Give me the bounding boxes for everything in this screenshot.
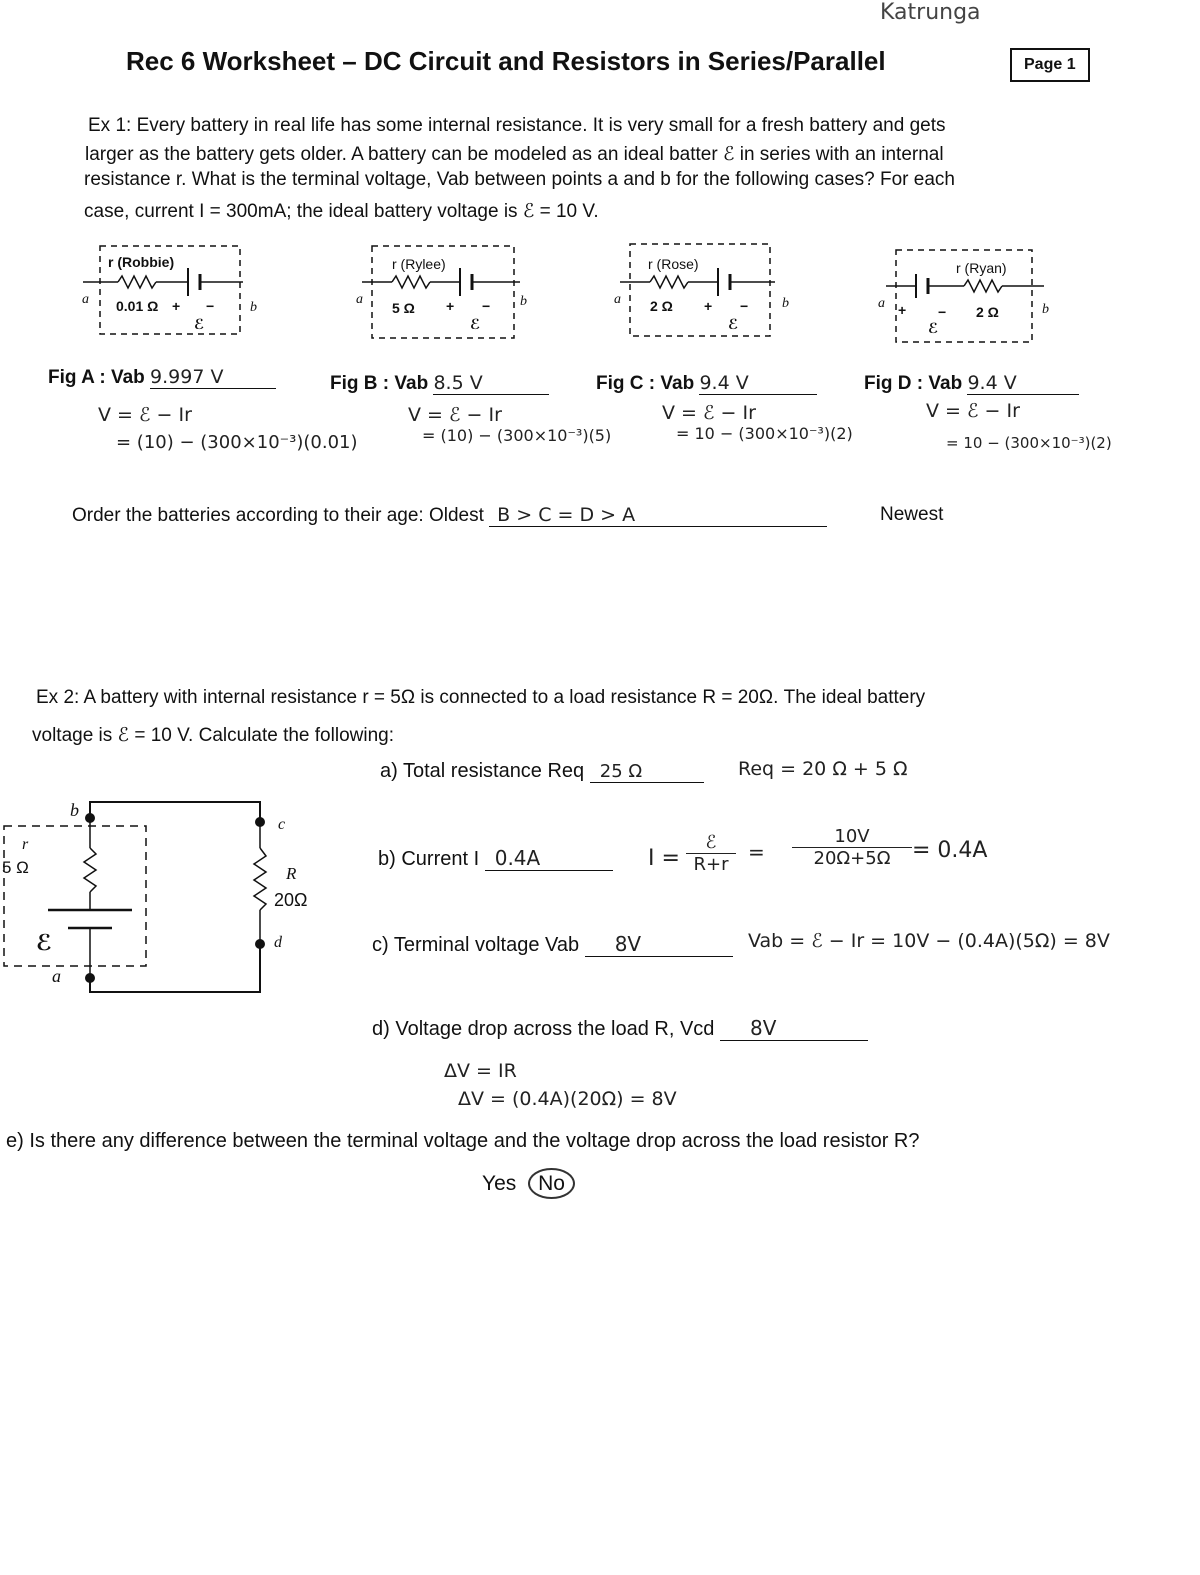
- q-b-frac1-num: ℰ: [705, 832, 717, 853]
- circuit-c: [610, 240, 790, 340]
- ex2-R-label: R: [286, 864, 297, 883]
- ex2-r-value: 5 Ω: [2, 858, 29, 877]
- circuit-d-point-a: a: [878, 296, 885, 311]
- q-a-answer[interactable]: 25 Ω: [590, 761, 704, 783]
- circuit-b-r: 5 Ω: [392, 300, 415, 316]
- circuit-c-point-b: b: [782, 296, 789, 311]
- order-answer[interactable]: B > C = D > A: [489, 504, 827, 527]
- q-c-label: c) Terminal voltage Vab: [372, 934, 580, 956]
- q-d-work-1: ΔV = IR: [444, 1060, 517, 1082]
- circuit-d-minus: −: [938, 304, 947, 320]
- circuit-b-name: r (Rylee): [392, 256, 446, 272]
- q-c-work: Vab = ℰ − Ir = 10V − (0.4A)(5Ω) = 8V: [748, 930, 1110, 952]
- ex2-emf: ℰ: [36, 930, 53, 955]
- q-b-result: = 0.4A: [912, 838, 988, 863]
- q-b: [378, 846, 613, 871]
- circuit-c-name: r (Rose): [648, 256, 699, 272]
- q-b-frac2: [792, 826, 912, 869]
- circuit-c-point-a: a: [614, 292, 621, 307]
- fig-c-work-2: = 10 − (300×10⁻³)(2): [676, 424, 853, 443]
- q-e-options: [482, 1172, 575, 1196]
- circuit-a-plus: +: [172, 298, 181, 314]
- fig-c: [596, 372, 817, 395]
- page-title: Rec 6 Worksheet – DC Circuit and Resistors in Series/Parallel: [126, 46, 886, 76]
- circuit-d-name: r (Ryan): [956, 260, 1007, 276]
- fig-a-work-2: = (10) − (300×10⁻³)(0.01): [116, 432, 358, 453]
- ex2-point-d: d: [274, 934, 282, 951]
- q-a-label: a) Total resistance Req: [380, 760, 585, 782]
- q-b-frac1: [686, 832, 736, 875]
- page-label: Page 1: [1010, 48, 1090, 82]
- circuit-c-minus: −: [740, 298, 749, 314]
- fig-b-label: Fig B : Vab: [330, 373, 429, 394]
- fig-b-answer[interactable]: 8.5 V: [433, 372, 549, 395]
- circuit-a: [78, 244, 257, 344]
- q-d-answer[interactable]: 8V: [720, 1016, 868, 1041]
- circuit-c-emf: ℰ: [728, 316, 739, 332]
- circuit-a-emf: ℰ: [194, 316, 205, 332]
- q-e-yes[interactable]: Yes: [482, 1172, 517, 1195]
- fig-d: [864, 372, 1079, 395]
- circuit-d: [874, 246, 1064, 346]
- circuit-a-r: 0.01 Ω: [116, 298, 159, 314]
- ex1-line-1: Ex 1: Every battery in real life has some internal resistance. It is very small for a fresh battery and gets: [88, 115, 946, 136]
- order-row: [72, 504, 827, 527]
- signature: Katrunga: [880, 0, 981, 25]
- fig-b-work-1: V = ℰ − Ir: [408, 404, 502, 426]
- q-a: [380, 760, 704, 783]
- q-b-label: b) Current I: [378, 848, 480, 870]
- ex2-r-label: r: [22, 836, 29, 853]
- circuit-c-diagram: [610, 240, 790, 340]
- ex1-line-3: resistance r. What is the terminal voltage, Vab between points a and b for the following cases? For each: [84, 169, 955, 190]
- fig-c-work-1: V = ℰ − Ir: [662, 402, 756, 424]
- q-b-eq: =: [748, 840, 765, 864]
- ex2-R-value: 20Ω: [274, 890, 308, 910]
- circuit-d-plus: +: [898, 302, 907, 318]
- q-e-label: e) Is there any difference between the terminal voltage and the voltage drop across the load resistor R?: [6, 1130, 920, 1152]
- ex2-circuit: [0, 798, 320, 998]
- circuit-b-minus: −: [482, 298, 491, 314]
- fig-d-label: Fig D : Vab: [864, 373, 963, 394]
- circuit-a-point-b: b: [250, 300, 257, 315]
- circuit-c-plus: +: [704, 298, 713, 314]
- ex2-point-c: c: [278, 816, 286, 833]
- circuit-b-emf: ℰ: [470, 316, 481, 332]
- circuit-b: [352, 244, 532, 344]
- ex2-line-1: Ex 2: A battery with internal resistance r = 5Ω is connected to a load resistance R = 20Ω. The ideal battery: [36, 687, 926, 708]
- fig-a-label: Fig A : Vab: [48, 367, 145, 388]
- fig-d-work-2: = 10 − (300×10⁻³)(2): [946, 434, 1112, 452]
- q-e-no-circled[interactable]: No: [528, 1168, 575, 1199]
- q-c-answer[interactable]: 8V: [585, 932, 733, 957]
- q-b-frac2-den: 20Ω+5Ω: [792, 847, 912, 869]
- q-c: [372, 932, 733, 957]
- circuit-b-plus: +: [446, 298, 455, 314]
- q-a-work: Req = 20 Ω + 5 Ω: [738, 758, 908, 780]
- ex2-point-b: b: [70, 800, 79, 820]
- fig-d-work-1: V = ℰ − Ir: [926, 400, 1020, 422]
- q-d: [372, 1016, 868, 1041]
- q-b-frac2-num: 10V: [834, 826, 870, 847]
- fig-a-answer[interactable]: 9.997 V: [150, 366, 276, 389]
- ex2-circuit-diagram: [0, 798, 320, 998]
- q-d-work-2: ΔV = (0.4A)(20Ω) = 8V: [458, 1088, 677, 1110]
- circuit-d-emf: ℰ: [928, 320, 939, 336]
- circuit-d-r: 2 Ω: [976, 304, 999, 320]
- fig-b: [330, 372, 549, 395]
- fig-c-answer[interactable]: 9.4 V: [699, 372, 817, 395]
- q-b-frac1-den: R+r: [686, 853, 736, 875]
- fig-a-work-1: V = ℰ − Ir: [98, 404, 192, 426]
- fig-a: [48, 366, 276, 389]
- circuit-b-point-a: a: [356, 292, 363, 307]
- circuit-c-r: 2 Ω: [650, 298, 673, 314]
- ex1-line-4: case, current I = 300mA; the ideal battery voltage is ℰ = 10 V.: [84, 201, 599, 222]
- circuit-a-minus: −: [206, 298, 215, 314]
- order-label: Order the batteries according to their age: Oldest: [72, 505, 484, 526]
- circuit-a-point-a: a: [82, 292, 89, 307]
- q-d-label: d) Voltage drop across the load R, Vcd: [372, 1018, 715, 1040]
- q-b-answer[interactable]: 0.4A: [485, 846, 613, 871]
- circuit-b-point-b: b: [520, 294, 527, 309]
- ex2-line-2: voltage is ℰ = 10 V. Calculate the following:: [32, 725, 394, 746]
- ex2-point-a: a: [52, 966, 61, 986]
- fig-c-label: Fig C : Vab: [596, 373, 695, 394]
- circuit-a-name: r (Robbie): [108, 254, 175, 270]
- q-b-work-lhs: I =: [648, 846, 680, 871]
- fig-d-answer[interactable]: 9.4 V: [967, 372, 1079, 395]
- order-newest: Newest: [880, 504, 944, 525]
- fig-b-work-2: = (10) − (300×10⁻³)(5): [422, 426, 612, 445]
- circuit-d-point-b: b: [1042, 302, 1049, 317]
- ex1-line-2: larger as the battery gets older. A battery can be modeled as an ideal batter ℰ in series with an internal: [85, 144, 944, 165]
